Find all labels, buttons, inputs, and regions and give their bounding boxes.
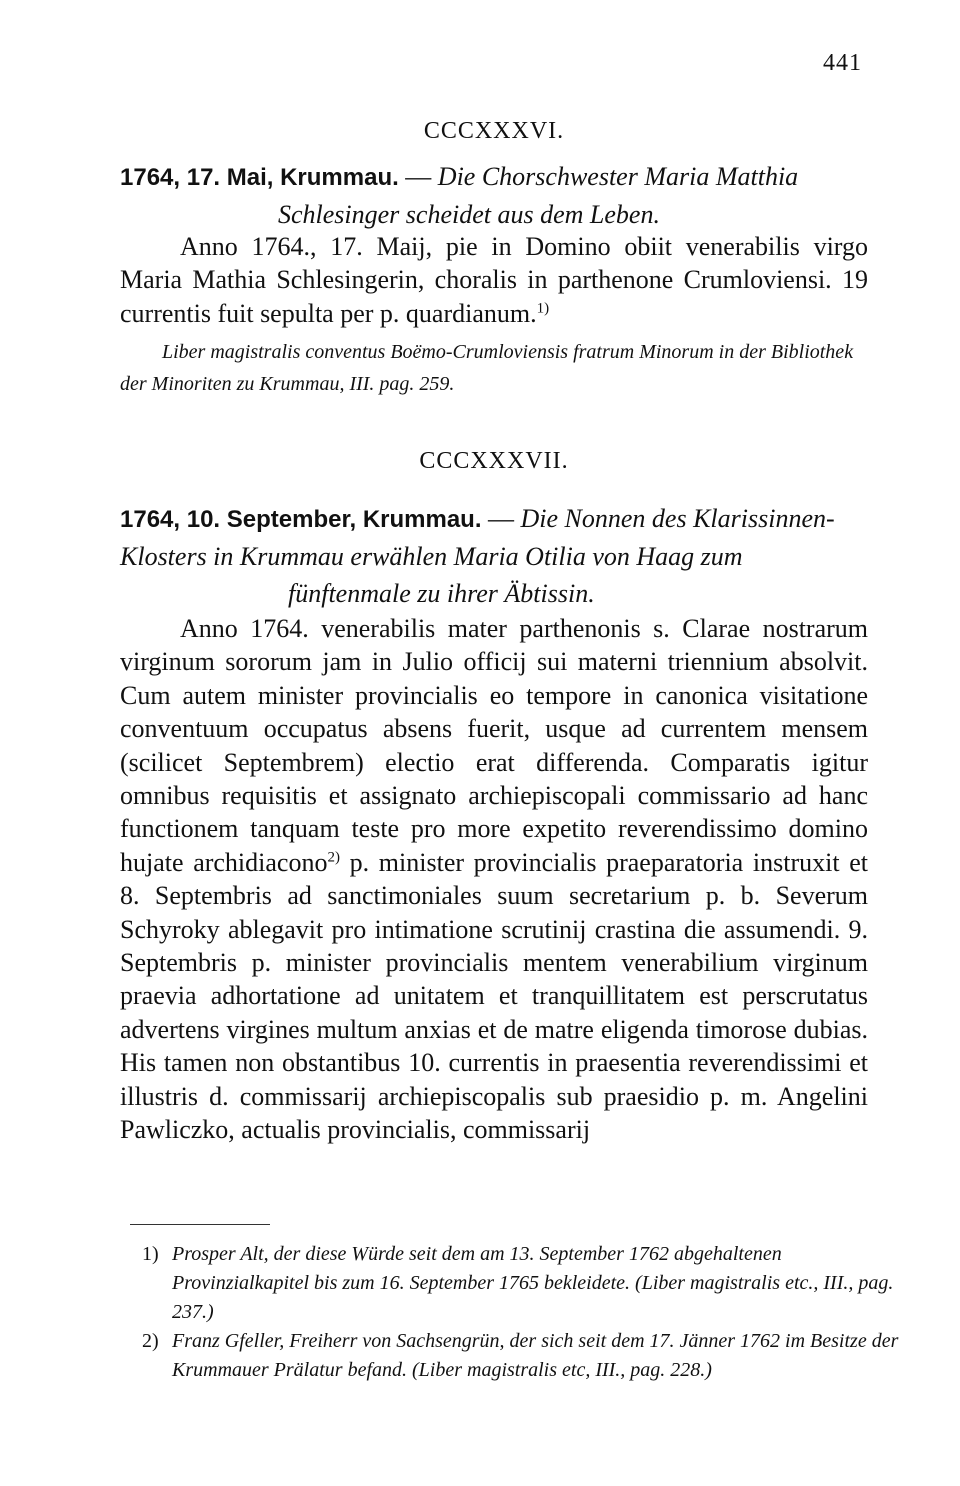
page-number: 441 [823, 50, 862, 76]
entry-heading [120, 158, 868, 233]
footnote-reference: 2) [327, 849, 340, 866]
entry-heading [120, 500, 868, 612]
entry-title: Die Chorschwester Maria Matthia [437, 162, 799, 191]
document-page [120, 0, 899, 1486]
footnote [142, 1240, 900, 1327]
entry-title-continuation: fünftenmale zu ihrer Äbtissin. [288, 579, 595, 608]
footnote-mark: 2) [142, 1330, 159, 1352]
entry-body-text-continued: p. minister provincialis praeparatoria instruxit et 8. Septembris ad sanctimoniales suum secretarium p. b. Severum Schyroky ablegavit pro intimatione scrutinij crastina die assumendi. 9. Septembris p. minister provincialis mentem venerabilium virginum praevia adhortatione ad unitatem et tranquillitatem est perscrutatus advertens virgines multum anxias et de matre eligenda timorose dubias. His tamen non obstantibus 10. currentis in praesentia reverendissimi et illustris d. commissarij archiepiscopalis sub praesidio p. m. Angelini Pawliczko, actualis provincialis, commissarij [120, 847, 868, 1145]
document-number: CCCXXXVI. [423, 118, 565, 144]
footnote-text: Franz Gfeller, Freiherr von Sachsengrün, der sich seit dem 17. Jänner 1762 im Besitze der Krummauer Prälatur befand. (Liber magistralis etc, III., pag. 228.) [172, 1330, 899, 1381]
entry-body [120, 612, 868, 1147]
entry-date: 1764, 10. September, Krummau. [120, 506, 482, 533]
footnote-mark: 1) [142, 1243, 159, 1265]
entry-body-text: Anno 1764. venerabilis mater parthenonis s. Clarae nostrarum virginum sororum jam in Julio officij sui materni triennium absolvit. Cum autem minister provincialis eo tempore in canonica visitatione conventuum occupatus absens fuerit, usque ad currentem mensem (scilicet Septembrem) electio erat differenda. Comparatis igitur omnibus requisitis et assignato archiepiscopali commissario ad hanc functionem tanquam teste pro more expetito reverendissimo domino hujate archidiacono [120, 614, 868, 877]
entry-title-continuation: Schlesinger scheidet aus dem Leben. [278, 200, 660, 229]
entry-body-text: Anno 1764., 17. Maij, pie in Domino obiit venerabilis virgo Maria Mathia Schlesingerin, choralis in parthenone Crumloviensi. 19 currentis fuit sepulta per p. quardianum. [120, 232, 868, 328]
footnote-divider [130, 1224, 270, 1225]
entry-body [120, 230, 868, 330]
heading-dash: — [405, 162, 432, 191]
footnote-reference: 1) [536, 300, 550, 317]
entry-title: Die Nonnen des Klarissinnen-Klosters in Krummau erwählen Maria Otilia von Haag zum [120, 504, 835, 571]
heading-dash: — [488, 504, 514, 533]
entry-date: 1764, 17. Mai, Krummau. [120, 164, 399, 191]
footnote [142, 1327, 900, 1385]
source-citation: Liber magistralis conventus Boëmo-Crumloviensis fratrum Minorum in der Bibliothek der Minoriten zu Krummau, III. pag. 259. [120, 341, 854, 395]
footnote-text: Prosper Alt, der diese Würde seit dem am 13. September 1762 abgehaltenen Provinzialkapitel bis zum 16. September 1765 bekleidete. (Liber magistralis etc., III., pag. 237.) [172, 1243, 894, 1323]
document-number: CCCXXXVII. [419, 448, 569, 474]
